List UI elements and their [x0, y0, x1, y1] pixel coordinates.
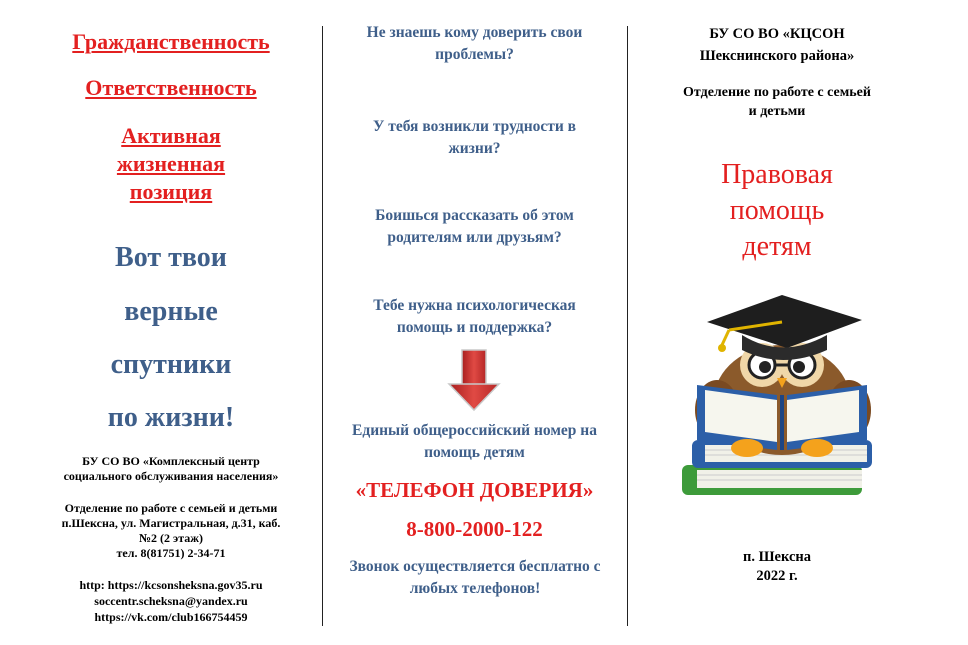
free-call-note: Звонок осуществляется бесплатно с любых телефонов!: [349, 558, 601, 597]
column-divider-left: [322, 26, 323, 626]
brochure-title: Правовая помощь детям: [721, 159, 833, 262]
slogan-line-3: спутники: [110, 349, 232, 380]
question-4: Тебе нужна психологическая помощь и поддержка?: [373, 297, 576, 336]
slogan-line-1: Вот твои: [115, 242, 227, 273]
location: п. Шексна: [743, 549, 811, 565]
question-3: Боишься рассказать об этом родителям или друзьям?: [375, 207, 574, 246]
address: п.Шексна, ул. Магистральная, д.31, каб.№2 (2 этаж): [61, 516, 281, 545]
column-divider-right: [627, 26, 628, 626]
email-link[interactable]: soccentr.scheksna@yandex.ru: [94, 594, 248, 608]
value-responsibility: Ответственность: [85, 75, 257, 100]
hotline-number[interactable]: 8-800-2000-122: [406, 517, 543, 541]
org-name: БУ СО ВО «Комплексный центр социального обслуживания населения»: [63, 454, 279, 483]
value-citizenship: Гражданственность: [72, 29, 270, 54]
dept-name: Отделение по работе с семьей и детьми: [64, 501, 278, 515]
year: 2022 г.: [756, 568, 798, 584]
value-active-position: Активная жизненная позиция: [116, 123, 226, 204]
owl-graduate-illustration: [677, 290, 887, 505]
hotline-name: «ТЕЛЕФОН ДОВЕРИЯ»: [355, 478, 594, 502]
arrow-down-icon: [447, 348, 501, 412]
slogan-line-2: верные: [124, 296, 218, 327]
org-line-2: Шекснинского района»: [699, 48, 855, 64]
org-line-1: БУ СО ВО «КЦСОН: [709, 26, 845, 42]
hotline-intro: Единый общероссийский номер на помощь детям: [352, 422, 597, 461]
slogan-line-4: по жизни!: [107, 402, 235, 433]
phone: тел. 8(81751) 2-34-71: [116, 546, 226, 560]
vk-link[interactable]: https://vk.com/club166754459: [94, 610, 248, 624]
question-1: Не знаешь кому доверить свои проблемы?: [366, 24, 583, 63]
question-2: У тебя возникли трудности в жизни?: [372, 118, 577, 157]
right-dept: Отделение по работе с семьей и детьми: [683, 85, 871, 119]
website-link[interactable]: http: https://kcsonsheksna.gov35.ru: [79, 578, 263, 592]
